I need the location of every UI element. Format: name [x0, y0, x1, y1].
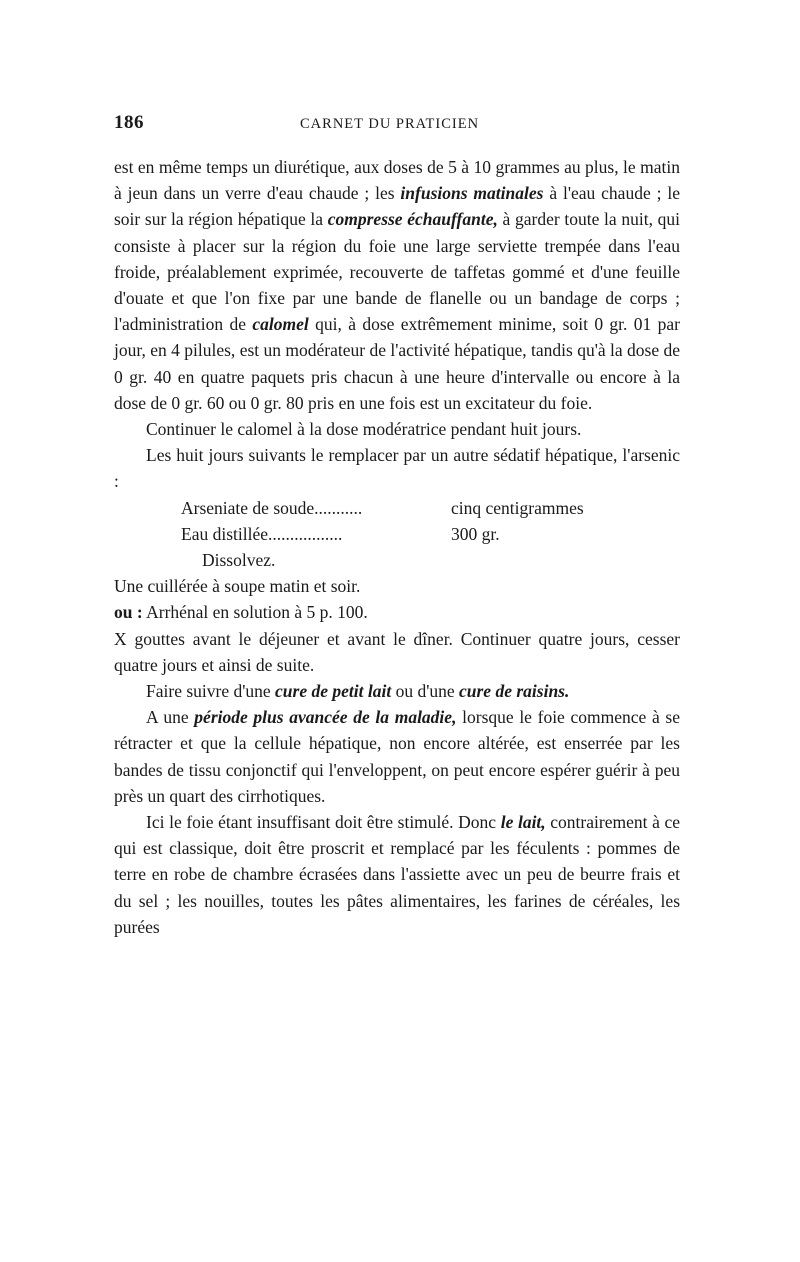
- running-head: CARNET DU PRATICIEN: [300, 116, 480, 132]
- p9-text-a: Ici le foie étant insuffisant doit être stimulé. Donc: [146, 812, 501, 833]
- p1-text-b: à l'eau chaude ; le soir sur la région hépatique la: [114, 183, 680, 230]
- recipe-quantity: cinq centigrammes: [451, 497, 584, 518]
- p1-italic-compresse: compresse échauffante,: [327, 209, 498, 230]
- paragraph-1: [114, 154, 680, 416]
- p8-text-a: A une: [146, 707, 195, 728]
- page-number: 186: [114, 112, 144, 133]
- p9-text-b: contrairement à ce qui est classique, doit être proscrit et remplacé par les féculents : pommes de terre en robe de chambre écrasées dans l'assiette avec un peu de beurre frais et du sel ; les nouilles, toutes les pâtes alimentaires, les farines de céréales, les purées: [114, 812, 681, 937]
- paragraph-3: Les huit jours suivants le remplacer par un autre sédatif hépatique, l'arsenic :: [114, 445, 680, 492]
- paragraph-2: Continuer le calomel à la dose modératrice pendant huit jours.: [146, 419, 582, 440]
- paragraph-7: [114, 678, 680, 704]
- p1-text-c: à garder toute la nuit, qui consiste à placer sur la région du foie une large serviette trempée dans l'eau froide, préalablement exprimée, recouverte de taffetas gommé et d'une feuille d'ouate et que l'on fixe par une bande de flanelle ou un bandage de corps ; l'administration de: [114, 209, 680, 335]
- paragraph-5: [114, 599, 680, 625]
- paragraph-6: X gouttes avant le déjeuner et avant le dîner. Continuer quatre jours, cesser quatre jours et ainsi de suite.: [114, 628, 680, 675]
- p9-italic-lait: le lait,: [500, 812, 546, 833]
- recipe-row: [181, 495, 680, 521]
- p1-text-a: est en même temps un diurétique, aux doses de 5 à 10 grammes au plus, le matin à jeun dans un verre d'eau chaude ; les: [114, 157, 680, 204]
- recipe-row: [181, 521, 680, 547]
- p7-italic-petit-lait: cure de petit lait: [275, 681, 392, 702]
- text-block: [114, 110, 680, 940]
- paragraph-8: [114, 704, 680, 809]
- p1-italic-infusions: infusions matinales: [400, 183, 544, 204]
- paragraph-9: [114, 809, 680, 940]
- recipe-quantity: 300 gr.: [451, 523, 500, 544]
- paragraph-4: Une cuillérée à soupe matin et soir.: [114, 576, 361, 597]
- p1-text-d: qui, à dose extrêmement minime, soit 0 gr. 01 par jour, en 4 pilules, est un modérateur de l'activité hépatique, tandis qu'à la dose de 0 gr. 40 en quatre paquets pris chacun à une heure d'intervalle ou encore à la dose de 0 gr. 60 ou 0 gr. 80 pris en une fois est un excitateur du foie.: [114, 314, 680, 413]
- p8-italic-periode: période plus avancée de la maladie,: [194, 707, 457, 728]
- p7-italic-raisins: cure de raisins.: [459, 681, 570, 702]
- page-header: [114, 110, 680, 144]
- p1-italic-calomel: calomel: [252, 314, 309, 335]
- p8-text-b: lorsque le foie commence à se rétracter et que la cellule hépatique, non encore altérée, est enserrée par les bandes de tissu conjonctif qui l'enveloppent, on peut encore espérer guérir à peu près un quart des cirrhotiques.: [114, 707, 680, 806]
- p7-text-b: ou d'une: [391, 681, 459, 702]
- alternative-label: ou :: [114, 602, 143, 623]
- recipe-ingredient: Arseniate de soude...........: [181, 497, 363, 518]
- p5-text: Arrhénal en solution à 5 p. 100.: [142, 602, 368, 623]
- recipe-ingredient: Eau distillée.................: [181, 523, 343, 544]
- recipe: [181, 495, 680, 547]
- p7-text-a: Faire suivre d'une: [146, 681, 276, 702]
- dissolvez-instruction: Dissolvez.: [202, 550, 276, 571]
